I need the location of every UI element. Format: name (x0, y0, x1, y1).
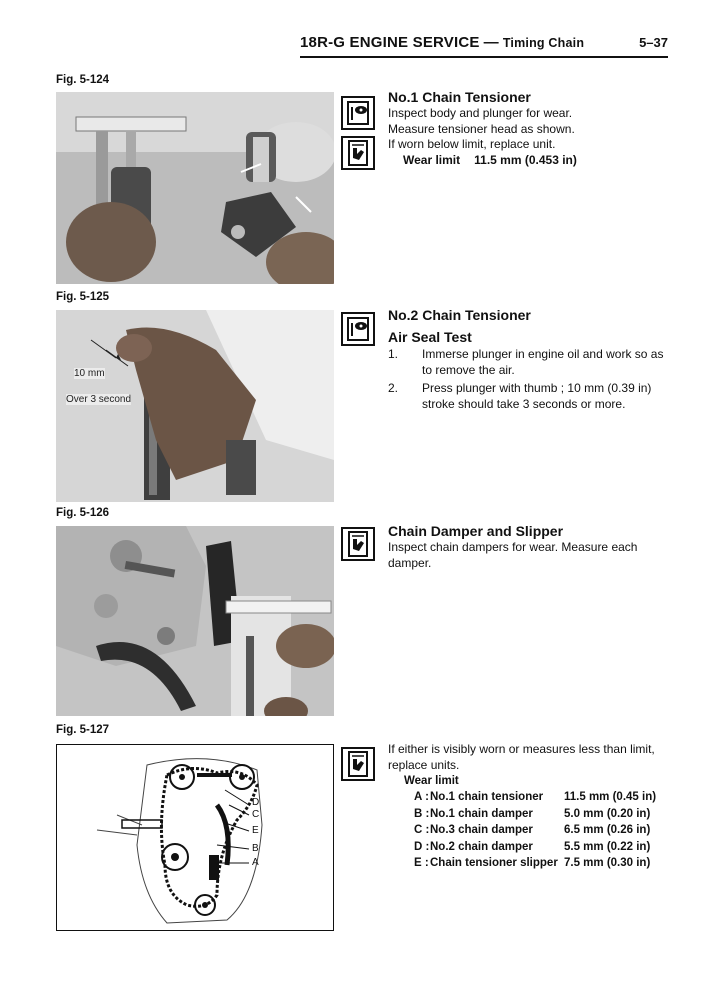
header-rule (300, 56, 668, 58)
step-text: Press plunger with thumb ; 10 mm (0.39 in) stroke should take 3 seconds or more. (422, 381, 652, 411)
figure-125-photo (56, 310, 334, 502)
step-number: 1. (388, 347, 399, 361)
row-value: 5.0 mm (0.20 in) (564, 807, 651, 820)
replace-text: If either is visibly worn or measures less than limit, replace units. (388, 742, 655, 772)
row-key: E : (414, 857, 429, 870)
diagram-label-a: A (252, 857, 259, 868)
row-key: B : (414, 807, 430, 820)
figure-label-125: Fig. 5-125 (56, 291, 110, 303)
row-key: D : (414, 840, 430, 853)
step-number: 2. (388, 381, 399, 395)
tensioner1-heading: No.1 Chain Tensioner (388, 89, 531, 105)
tensioner1-line: Inspect body and plunger for wear. (388, 106, 573, 120)
diagram-label-c: C (252, 809, 260, 820)
figure-label-124: Fig. 5-124 (56, 74, 110, 86)
row-part: No.1 chain tensioner (430, 791, 544, 804)
wear-limit-label: Wear limit (404, 775, 459, 787)
page-number: 5–37 (639, 35, 668, 50)
row-value: 11.5 mm (0.45 in) (564, 791, 657, 804)
tensioner1-limit (388, 153, 668, 169)
air-seal-step (388, 347, 668, 378)
tensioner2-subheading: Air Seal Test (388, 329, 472, 345)
figure-label-126: Fig. 5-126 (56, 507, 110, 519)
air-seal-steps (388, 347, 668, 412)
tensioner2-heading: No.2 Chain Tensioner (388, 307, 531, 323)
row-key: C : (414, 824, 430, 837)
tensioner1-line: Measure tensioner head as shown. (388, 121, 575, 136)
callout-over-3-second: Over 3 second (66, 394, 132, 405)
table-row (414, 839, 656, 856)
measure-hand-icon (341, 527, 375, 561)
wear-limit-block (388, 775, 670, 872)
measure-hand-icon (341, 136, 375, 170)
tensioner1-limit-value: 11.5 mm (0.453 in) (474, 152, 577, 167)
diagram-label-e: E (252, 825, 259, 836)
row-part: No.2 chain damper (430, 840, 533, 853)
table-row (414, 789, 656, 806)
header-title-line (300, 34, 584, 51)
damper-block (388, 522, 668, 571)
figure-124-photo (56, 92, 334, 284)
diagram-label-b: B (252, 843, 259, 854)
row-part: No.3 chain damper (430, 824, 533, 837)
damper-text: Inspect chain dampers for wear. Measure each damper. (388, 540, 638, 570)
diagram-label-d: D (252, 797, 260, 808)
step-text: Immerse plunger in engine oil and work so as to remove the air. (422, 347, 664, 377)
wear-limit-table (414, 789, 656, 872)
inspect-eye-icon (341, 312, 375, 346)
figure-127-diagram (56, 744, 334, 931)
row-key: A : (414, 791, 429, 804)
row-part: Chain tensioner slipper (430, 857, 558, 870)
header-subtitle: Timing Chain (502, 36, 585, 50)
air-seal-step (388, 381, 668, 412)
figure-126-photo (56, 526, 334, 716)
table-row (414, 855, 656, 872)
row-value: 6.5 mm (0.26 in) (564, 824, 651, 837)
tensioner1-limit-label: Wear limit (403, 152, 461, 167)
tensioner1-line: If worn below limit, replace unit. (388, 137, 556, 151)
callout-10mm: 10 mm (74, 368, 105, 379)
figure-label-127: Fig. 5-127 (56, 724, 110, 736)
measure-hand-icon (341, 747, 375, 781)
header-dash: — (483, 34, 499, 51)
row-part: No.1 chain damper (430, 807, 533, 820)
damper-heading: Chain Damper and Slipper (388, 523, 564, 539)
table-row (414, 806, 656, 823)
table-row (414, 822, 656, 839)
page-header (300, 30, 668, 58)
tensioner2-block (388, 306, 668, 415)
row-value: 5.5 mm (0.22 in) (564, 840, 651, 853)
tensioner1-block (388, 88, 668, 168)
row-value: 7.5 mm (0.30 in) (564, 857, 651, 870)
manual-section-title: 18R-G ENGINE SERVICE (300, 34, 480, 51)
inspect-eye-icon (341, 96, 375, 130)
